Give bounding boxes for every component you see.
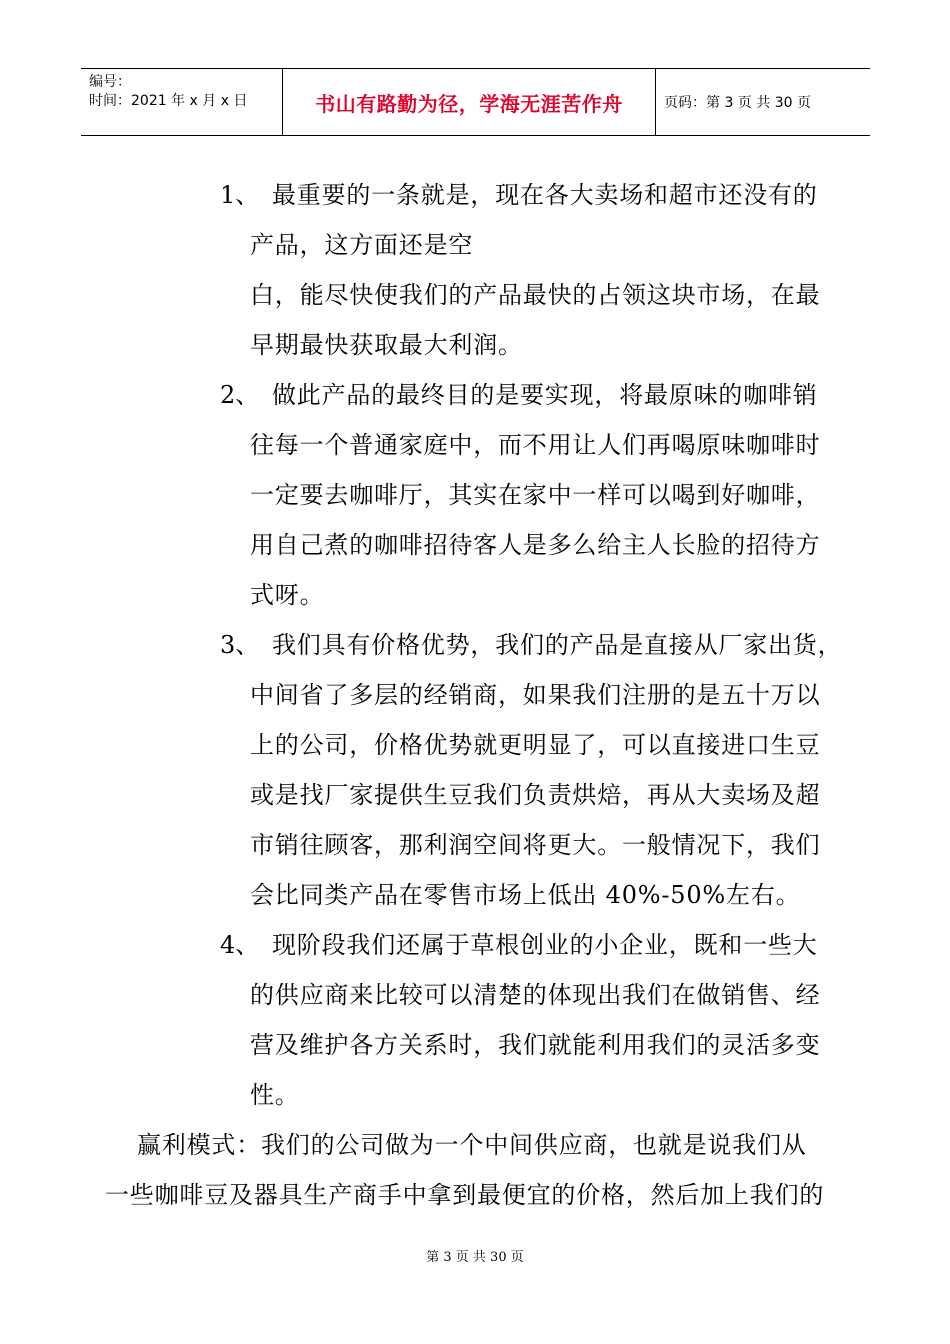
item-number: 1、 — [220, 181, 260, 209]
paragraph-line: 上的公司，价格优势就更明显了，可以直接进口生豆 — [250, 731, 821, 759]
motto-text: 书山有路勤为径，学海无涯苦作舟 — [315, 91, 623, 116]
paragraph-line: 现阶段我们还属于草根创业的小企业，既和一些大 — [272, 931, 818, 959]
page-label: 页码：第 3 页 共 30 页 — [664, 95, 811, 111]
paragraph-line: 性。 — [250, 1081, 300, 1109]
paragraph-line: 或是找厂家提供生豆我们负责烘焙，再从大卖场及超 — [250, 781, 821, 809]
paragraph-line: 产品，这方面还是空 — [250, 231, 474, 259]
paragraph-line: 会比同类产品在零售市场上低出 40%-50%左右。 — [250, 881, 801, 909]
profit-model-line: 赢利模式：我们的公司做为一个中间供应商，也就是说我们从 — [137, 1131, 807, 1159]
date-label: 时间：2021 年 x 月 x 日 — [89, 93, 248, 109]
paragraph-line: 最重要的一条就是，现在各大卖场和超市还没有的 — [272, 181, 818, 209]
page-header — [81, 68, 870, 136]
number-label: 编号： — [89, 74, 131, 90]
item-number: 3、 — [220, 631, 260, 659]
item-number: 4、 — [220, 931, 260, 959]
paragraph-line: 往每一个普通家庭中，而不用让人们再喝原味咖啡时 — [250, 431, 821, 459]
header-motto-cell — [283, 69, 656, 135]
paragraph-line: 一定要去咖啡厅，其实在家中一样可以喝到好咖啡， — [250, 481, 821, 509]
paragraph-line: 我们具有价格优势，我们的产品是直接从厂家出货， — [272, 631, 843, 659]
paragraph-line: 用自己煮的咖啡招待客人是多么给主人长脸的招待方 — [250, 531, 821, 559]
paragraph-line: 的供应商来比较可以清楚的体现出我们在做销售、经 — [250, 981, 821, 1009]
page-footer: 第 3 页 共 30 页 — [426, 1250, 524, 1265]
profit-model-line: 一些咖啡豆及器具生产商手中拿到最便宜的价格，然后加上我们的 — [105, 1181, 825, 1209]
header-page-cell — [656, 69, 870, 135]
paragraph-line: 白，能尽快使我们的产品最快的占领这块市场，在最 — [250, 281, 821, 309]
paragraph-line: 做此产品的最终目的是要实现，将最原味的咖啡销 — [272, 381, 818, 409]
paragraph-line: 市销往顾客，那利润空间将更大。一般情况下，我们 — [250, 831, 821, 859]
header-left-cell — [81, 69, 283, 135]
item-number: 2、 — [220, 381, 260, 409]
paragraph-line: 式呀。 — [250, 581, 325, 609]
paragraph-line: 早期最快获取最大利润。 — [250, 331, 523, 359]
paragraph-line: 营及维护各方关系时，我们就能利用我们的灵活多变 — [250, 1031, 821, 1059]
paragraph-line: 中间省了多层的经销商，如果我们注册的是五十万以 — [250, 681, 821, 709]
